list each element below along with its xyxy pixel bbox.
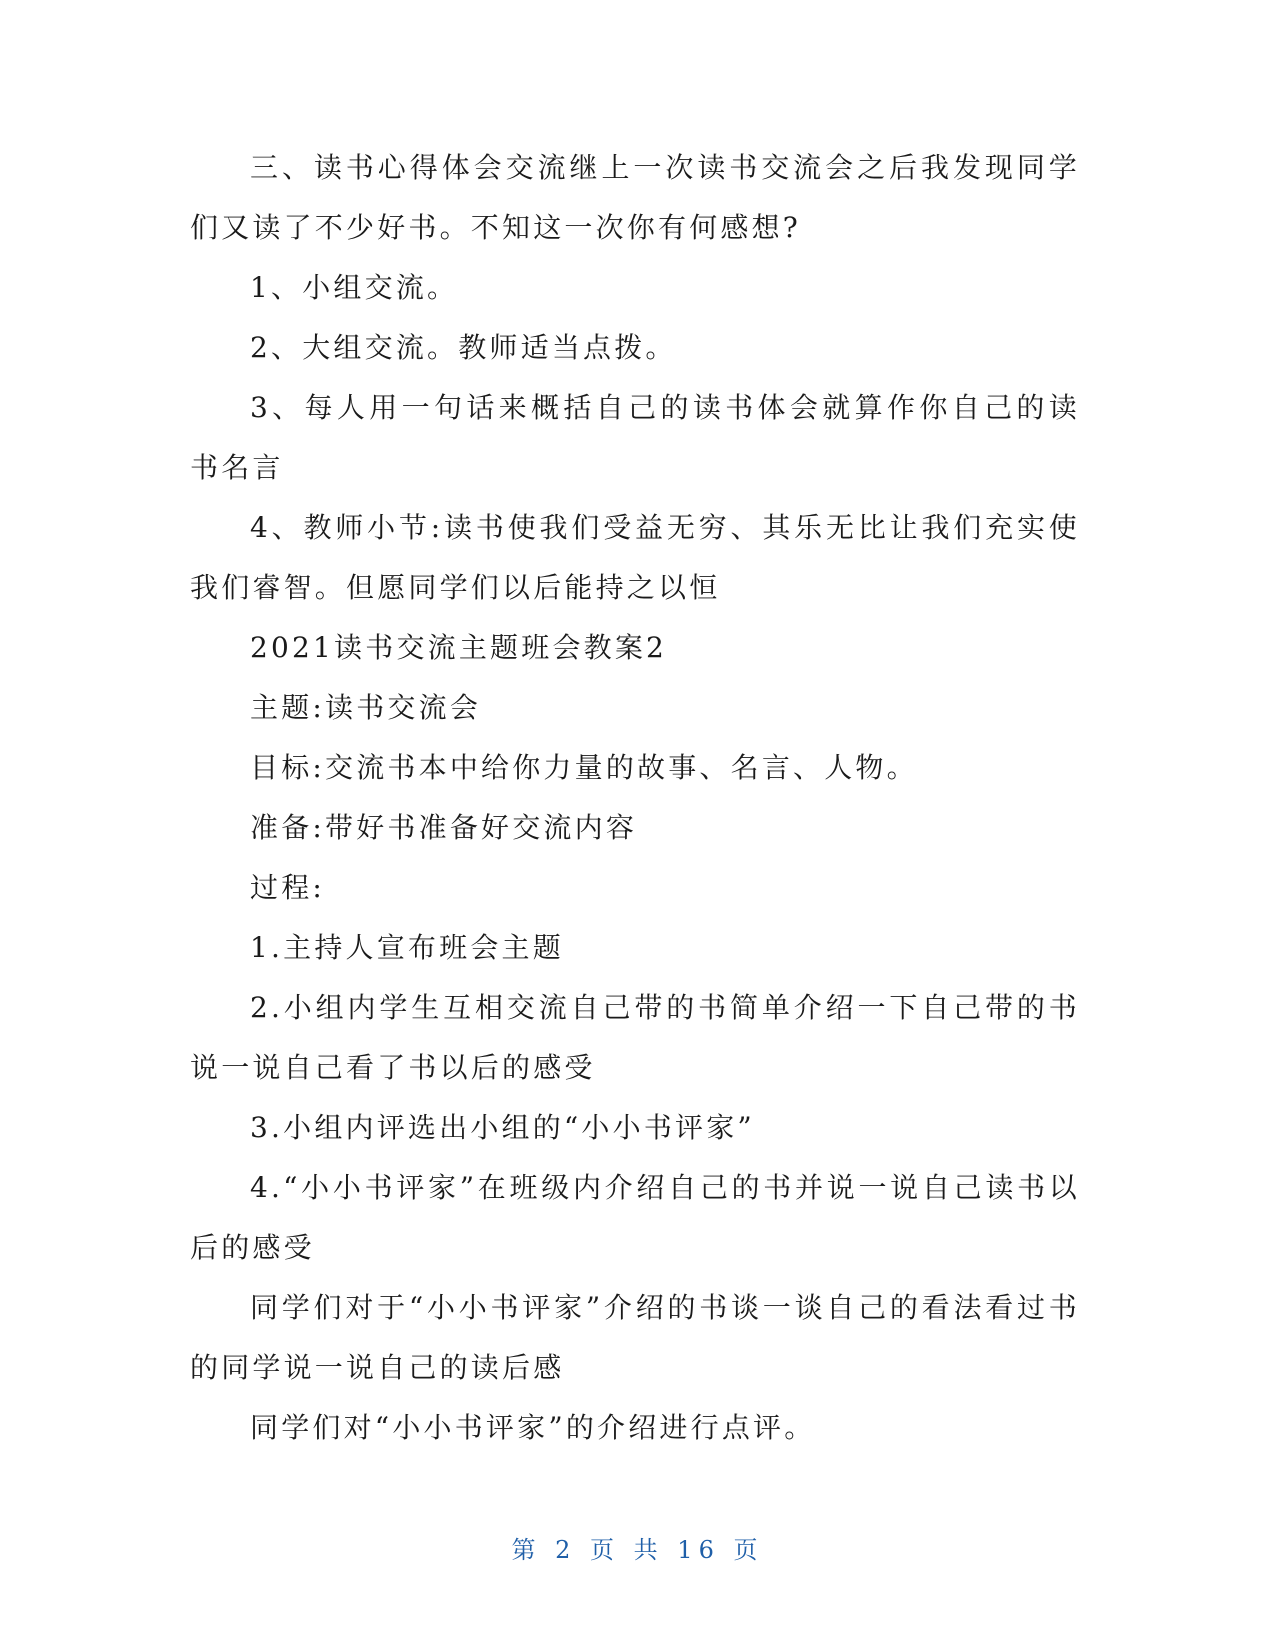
paragraph-reading-motto: 3、每人用一句话来概括自己的读书体会就算作你自己的读书名言 [190,391,1080,484]
paragraph-step-3: 3.小组内评选出小组的“小小书评家” [250,1111,755,1144]
paragraph-step-4: 4.“小小书评家”在班级内介绍自己的书并说一说自己读书以后的感受 [190,1171,1080,1264]
paragraph-large-group-exchange: 2、大组交流。教师适当点拨。 [250,331,677,364]
paragraph-goal: 目标:交流书本中给你力量的故事、名言、人物。 [250,751,918,784]
paragraph-step-1: 1.主持人宣布班会主题 [250,931,564,964]
page-footer [0,1530,1275,1565]
paragraph-reading-experience: 三、读书心得体会交流继上一次读书交流会之后我发现同学们又读了不少好书。不知这一次你有何感想? [190,151,1080,244]
page-number-label: 第 2 页 共 16 页 [511,1536,764,1564]
paragraph-discussion: 同学们对于“小小书评家”介绍的书谈一谈自己的看法看过书的同学说一说自己的读后感 [190,1291,1080,1384]
document-body [190,138,1080,1458]
paragraph-process: 过程: [250,871,326,904]
paragraph-review: 同学们对“小小书评家”的介绍进行点评。 [250,1411,816,1444]
paragraph-theme: 主题:读书交流会 [250,691,482,724]
paragraph-preparation: 准备:带好书准备好交流内容 [250,811,638,844]
paragraph-step-2: 2.小组内学生互相交流自己带的书简单介绍一下自己带的书说一说自己看了书以后的感受 [190,991,1080,1084]
paragraph-group-exchange: 1、小组交流。 [250,271,459,304]
paragraph-teacher-summary: 4、教师小节:读书使我们受益无穷、其乐无比让我们充实使我们睿智。但愿同学们以后能持之以恒 [190,511,1080,604]
section-heading: 2021读书交流主题班会教案2 [250,631,668,664]
